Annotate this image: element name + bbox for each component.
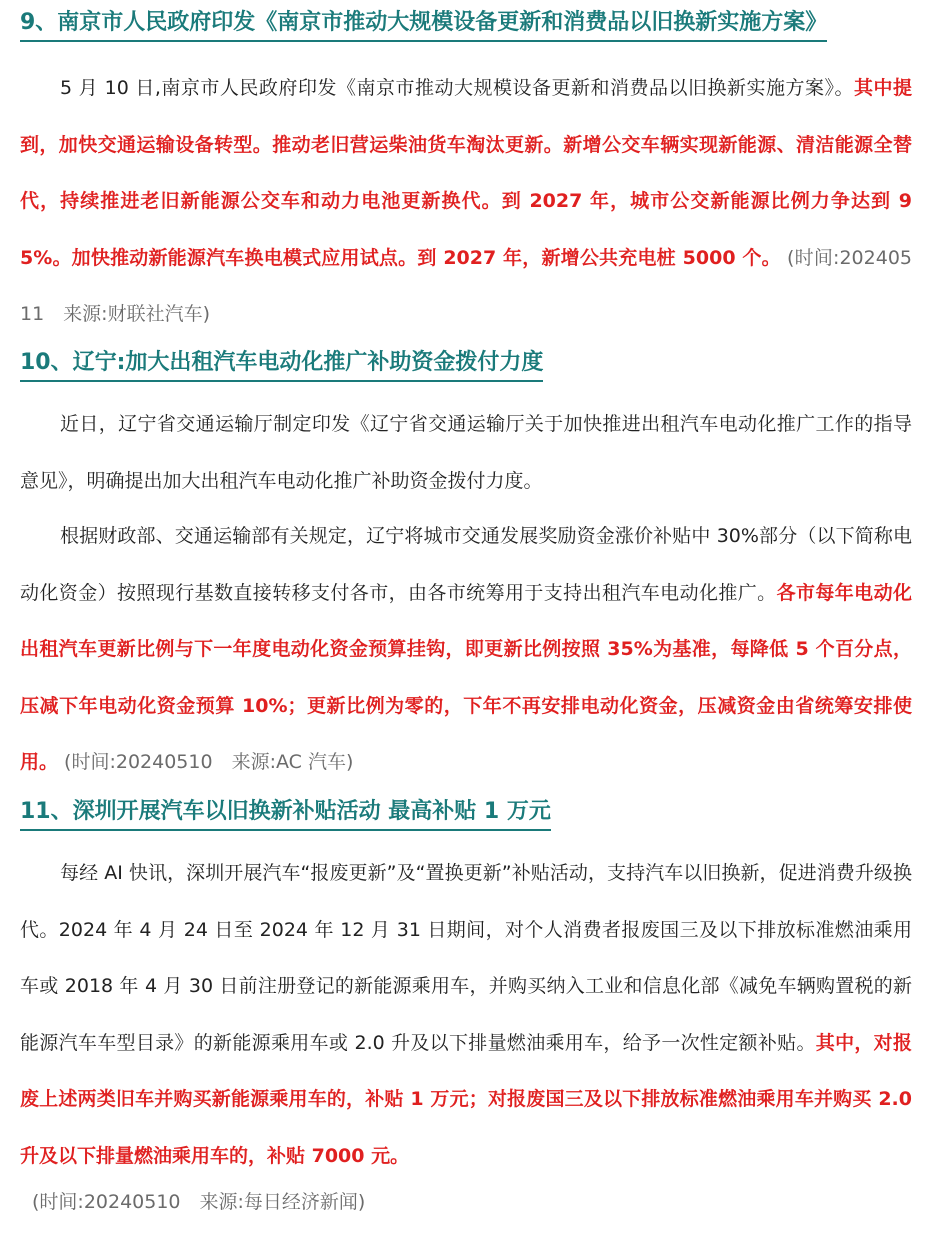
section11-paragraph [20,845,912,1184]
section10-heading: 10、辽宁:加大出租汽车电动化推广补助资金拨付力度 [20,348,543,382]
section10-paragraph-2 [20,508,912,791]
section9-meta: (时间:20240511 来源:财联社汽车) [20,246,912,325]
section9-heading: 9、南京市人民政府印发《南京市推动大规模设备更新和消费品以旧换新实施方案》 [20,8,827,42]
section9-highlight: 其中提到，加快交通运输设备转型。推动老旧营运柴油货车淘汰更新。新增公交车辆实现新能源、清洁能源全替代，持续推进老旧新能源公交车和动力电池更新换代。到 2027 年，城市公交新能源比例力争达到 95%。加快推动新能源汽车换电模式应用试点。到 2027 年，新增公共充电桩 5000 个。 [20,77,912,269]
section10-text: 根据财政部、交通运输部有关规定，辽宁将城市交通发展奖励资金涨价补贴中 30%部分（以下简称电动化资金）按照现行基数直接转移支付各市，由各市统筹用于支持出租汽车电动化推广。 [20,525,912,604]
section10-paragraph-1: 近日，辽宁省交通运输厅制定印发《辽宁省交通运输厅关于加快推进出租汽车电动化推广工作的指导意见》，明确提出加大出租汽车电动化推广补助资金拨付力度。 [20,413,912,492]
section11-meta: (时间:20240510 来源:每日经济新闻) [32,1191,366,1213]
section11-highlight: 其中，对报废上述两类旧车并购买新能源乘用车的，补贴 1 万元；对报废国三及以下排放标准燃油乘用车并购买 2.0 升及以下排量燃油乘用车的，补贴 7000 元。 [20,1031,912,1167]
section9-text: 5 月 10 日,南京市人民政府印发《南京市推动大规模设备更新和消费品以旧换新实施方案》。 [60,77,854,99]
section10-highlight: 各市每年电动化出租汽车更新比例与下一年度电动化资金预算挂钩，即更新比例按照 35%为基准，每降低 5 个百分点，压减下年电动化资金预算 10%；更新比例为零的，下年不再安排电动化资金，压减资金由省统筹安排使用。 [20,581,912,773]
section11-text: 每经 AI 快讯，深圳开展汽车“报废更新”及“置换更新”补贴活动，支持汽车以旧换新，促进消费升级换代。2024 年 4 月 24 日至 2024 年 12 月 31 日期间，对个人消费者报废国三及以下排放标准燃油乘用车或 2018 年 4 月 30 日前注册登记的新能源乘用车，并购买纳入工业和信息化部《减免车辆购置税的新能源汽车车型目录》的新能源乘用车或 2.0 升及以下排量燃油乘用车，给予一次性定额补贴。 [20,862,912,1054]
section9-paragraph [20,60,912,343]
section11-heading: 11、深圳开展汽车以旧换新补贴活动 最高补贴 1 万元 [20,797,551,831]
section10-meta: (时间:20240510 来源:AC 汽车) [58,751,354,773]
